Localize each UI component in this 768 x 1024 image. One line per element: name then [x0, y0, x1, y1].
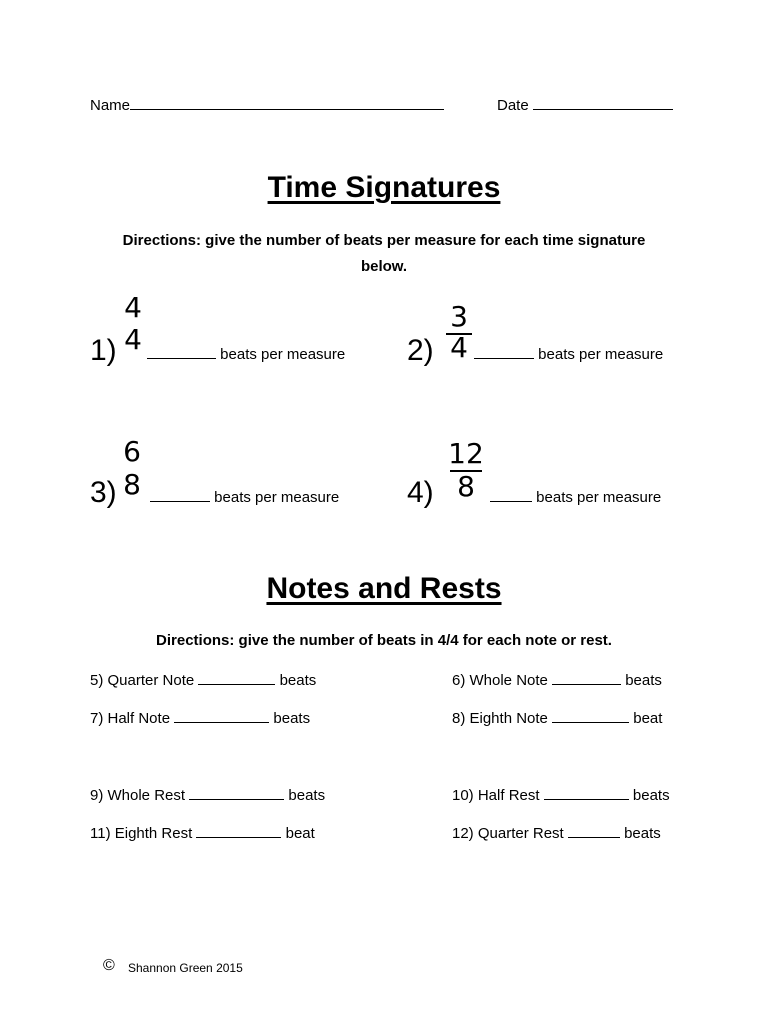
item-11-label: 11) Eighth Rest — [90, 825, 193, 842]
item-9-suffix: beats — [288, 787, 326, 804]
item-10 — [452, 786, 670, 805]
item-4-answer — [490, 488, 661, 507]
item-6 — [452, 671, 662, 690]
item-9-blank[interactable] — [189, 786, 284, 800]
item-2-bottom: 4 — [450, 331, 468, 364]
item-8-label: 8) Eighth Note — [452, 710, 548, 727]
item-4-blank[interactable] — [490, 488, 532, 502]
copyright-icon: © — [103, 957, 115, 974]
name-label: Name — [90, 97, 131, 114]
item-2-top: 3 — [450, 300, 468, 333]
item-3-bottom: 8 — [123, 468, 141, 501]
item-2-number: 2) — [407, 334, 434, 367]
item-7-blank[interactable] — [174, 709, 269, 723]
item-11-blank[interactable] — [196, 824, 281, 838]
item-12-blank[interactable] — [568, 824, 620, 838]
item-1-answer — [147, 345, 345, 364]
item-4-number: 4) — [407, 476, 434, 509]
item-11 — [90, 824, 315, 843]
item-8-suffix: beat — [633, 710, 663, 727]
date-blank[interactable] — [533, 96, 673, 110]
item-1-number: 1) — [90, 334, 117, 367]
item-11-suffix: beat — [285, 825, 315, 842]
directions-line-1: Directions: give the number of beats per measure for each time signature — [122, 232, 646, 249]
item-3-number: 3) — [90, 476, 117, 509]
item-12-label: 12) Quarter Rest — [452, 825, 564, 842]
item-7 — [90, 709, 310, 728]
item-1-suffix: beats per measure — [220, 346, 346, 363]
item-4-bottom: 8 — [457, 470, 475, 503]
item-6-blank[interactable] — [552, 671, 621, 685]
item-7-suffix: beats — [273, 710, 311, 727]
item-12 — [452, 824, 661, 843]
date-label: Date — [497, 97, 529, 114]
directions-line-2: below. — [360, 258, 408, 275]
notes-rests-title: Notes and Rests — [266, 572, 502, 605]
item-2-answer — [474, 345, 663, 364]
item-4-top: 12 — [448, 437, 484, 470]
item-3-blank[interactable] — [150, 488, 210, 502]
item-9-label: 9) Whole Rest — [90, 787, 186, 804]
item-6-suffix: beats — [625, 672, 662, 689]
item-9 — [90, 786, 325, 805]
name-blank[interactable] — [130, 96, 444, 110]
item-5-label: 5) Quarter Note — [90, 672, 195, 689]
footer-author: Shannon Green 2015 — [128, 961, 243, 975]
item-3-answer — [150, 488, 339, 507]
item-3-suffix: beats per measure — [214, 489, 340, 506]
item-5 — [90, 671, 316, 690]
item-2-blank[interactable] — [474, 345, 534, 359]
item-10-label: 10) Half Rest — [452, 787, 540, 804]
item-5-blank[interactable] — [198, 671, 275, 685]
date-field — [497, 96, 673, 115]
item-8 — [452, 709, 662, 728]
item-1-bottom: 4 — [124, 323, 142, 356]
item-5-suffix: beats — [279, 672, 317, 689]
item-1-blank[interactable] — [147, 345, 216, 359]
item-8-blank[interactable] — [552, 709, 629, 723]
item-6-label: 6) Whole Note — [452, 672, 548, 689]
item-2-suffix: beats per measure — [538, 346, 664, 363]
item-10-blank[interactable] — [544, 786, 629, 800]
time-signatures-directions — [0, 228, 768, 280]
notes-rests-directions: Directions: give the number of beats in 4/4 for each note or rest. — [156, 632, 612, 649]
item-1-top: 4 — [124, 291, 142, 324]
name-field — [90, 96, 444, 115]
item-4-suffix: beats per measure — [536, 489, 662, 506]
item-10-suffix: beats — [632, 787, 670, 804]
time-signatures-title: Time Signatures — [267, 171, 501, 204]
item-3-top: 6 — [123, 435, 141, 468]
item-12-suffix: beats — [624, 825, 661, 842]
item-7-label: 7) Half Note — [90, 710, 171, 727]
